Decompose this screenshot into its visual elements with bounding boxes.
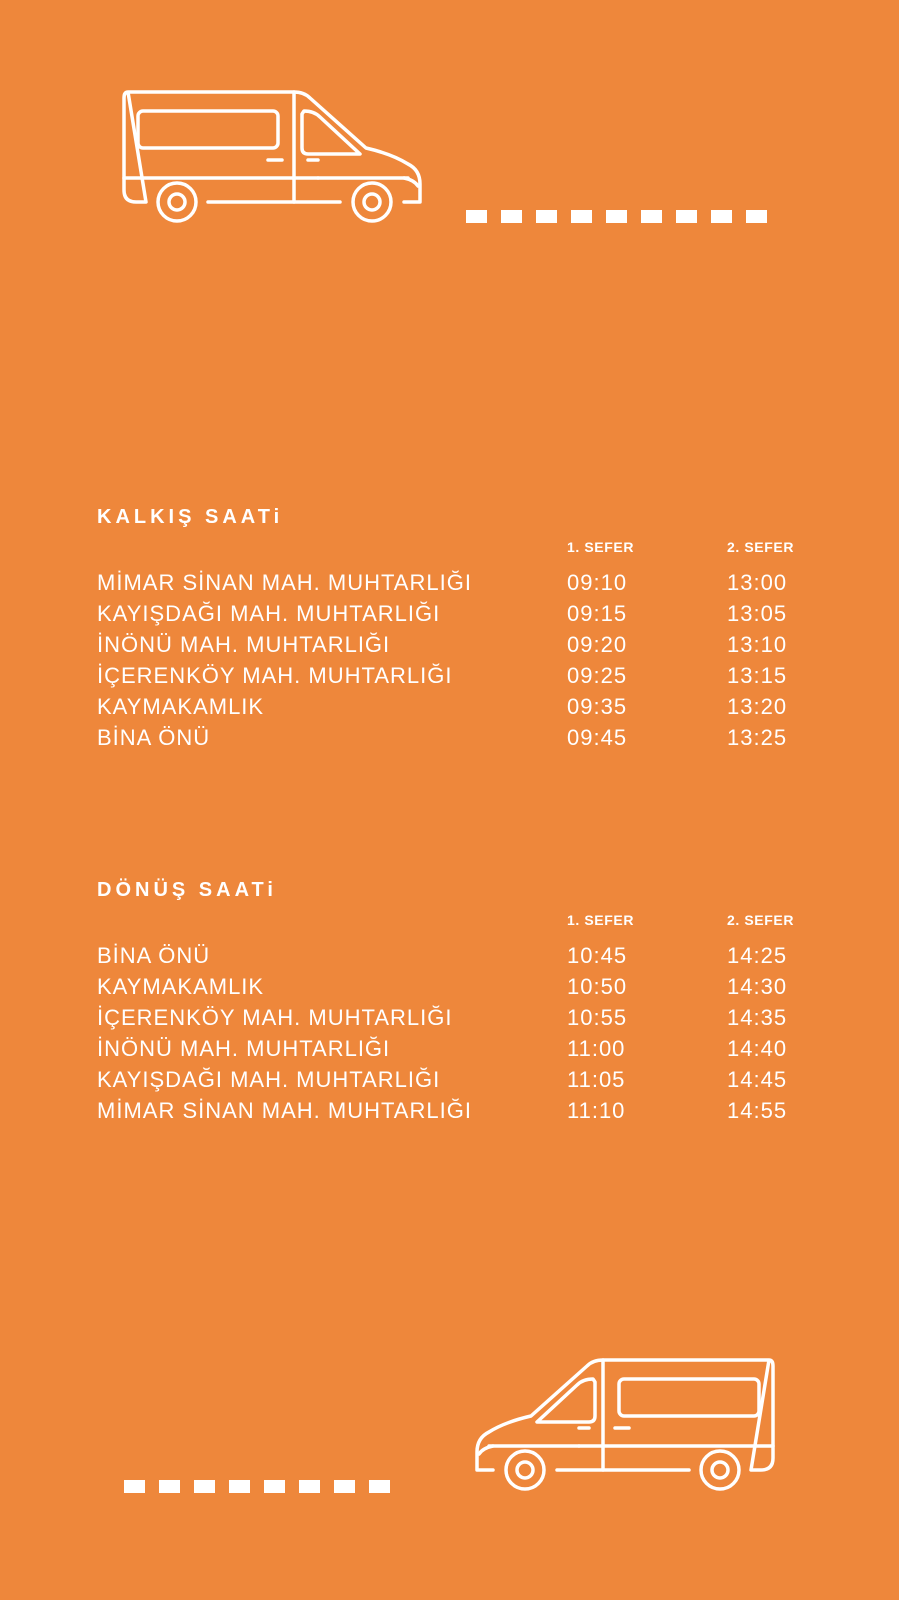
first-trip-time: 11:10 <box>567 1098 626 1123</box>
stop-name: MİMAR SİNAN MAH. MUHTARLIĞI <box>97 570 472 595</box>
second-trip-time: 13:20 <box>727 694 788 719</box>
stop-name: MİMAR SİNAN MAH. MUHTARLIĞI <box>97 1098 472 1123</box>
van-icon <box>118 84 430 234</box>
first-trip-time: 09:45 <box>567 725 628 750</box>
first-trip-header: 1. SEFER <box>567 912 635 928</box>
second-trip-time: 14:45 <box>727 1067 788 1092</box>
stop-name: İNÖNÜ MAH. MUHTARLIĞI <box>97 632 391 657</box>
second-trip-time: 14:25 <box>727 943 788 968</box>
first-trip-time: 10:50 <box>567 974 628 999</box>
stop-name: KAYMAKAMLIK <box>97 694 265 719</box>
departure-title: KALKIŞ SAATi <box>97 506 284 528</box>
second-trip-time: 13:10 <box>727 632 788 657</box>
timetable-row <box>97 974 817 1005</box>
timetable-row <box>97 601 817 632</box>
stop-name: İÇERENKÖY MAH. MUHTARLIĞI <box>97 663 453 688</box>
second-trip-time: 13:00 <box>727 570 788 595</box>
first-trip-time: 11:00 <box>567 1036 626 1061</box>
timetable-row <box>97 694 817 725</box>
stop-name: İÇERENKÖY MAH. MUHTARLIĞI <box>97 1005 453 1030</box>
departure-rows <box>97 570 817 756</box>
first-trip-time: 09:20 <box>567 632 628 657</box>
first-trip-time: 09:15 <box>567 601 628 626</box>
timetable-row <box>97 1067 817 1098</box>
return-rows <box>97 943 817 1129</box>
second-trip-time: 14:55 <box>727 1098 788 1123</box>
dashed-road-line <box>466 210 767 223</box>
timetable-row <box>97 570 817 601</box>
first-trip-header: 1. SEFER <box>567 539 635 555</box>
stop-name: İNÖNÜ MAH. MUHTARLIĞI <box>97 1036 391 1061</box>
first-trip-time: 10:45 <box>567 943 628 968</box>
second-trip-time: 13:15 <box>727 663 788 688</box>
first-trip-time: 10:55 <box>567 1005 628 1030</box>
first-trip-time: 09:10 <box>567 570 628 595</box>
second-trip-header: 2. SEFER <box>727 912 795 928</box>
second-trip-time: 13:05 <box>727 601 788 626</box>
stop-name: KAYIŞDAĞI MAH. MUHTARLIĞI <box>97 1067 441 1092</box>
dashed-road-line <box>124 1480 390 1493</box>
timetable-row <box>97 632 817 663</box>
timetable-row <box>97 1098 817 1129</box>
second-trip-time: 13:25 <box>727 725 788 750</box>
stop-name: KAYMAKAMLIK <box>97 974 265 999</box>
first-trip-time: 11:05 <box>567 1067 626 1092</box>
stop-name: KAYIŞDAĞI MAH. MUHTARLIĞI <box>97 601 441 626</box>
stop-name: BİNA ÖNÜ <box>97 725 211 750</box>
timetable-row <box>97 943 817 974</box>
timetable-row <box>97 663 817 694</box>
timetable-row <box>97 1005 817 1036</box>
second-trip-time: 14:40 <box>727 1036 788 1061</box>
stop-name: BİNA ÖNÜ <box>97 943 211 968</box>
second-trip-time: 14:35 <box>727 1005 788 1030</box>
timetable-row <box>97 1036 817 1067</box>
first-trip-time: 09:35 <box>567 694 628 719</box>
second-trip-header: 2. SEFER <box>727 539 795 555</box>
return-title: DÖNÜŞ SAATi <box>97 879 277 901</box>
first-trip-time: 09:25 <box>567 663 628 688</box>
timetable-row <box>97 725 817 756</box>
second-trip-time: 14:30 <box>727 974 788 999</box>
van-icon <box>467 1352 779 1502</box>
